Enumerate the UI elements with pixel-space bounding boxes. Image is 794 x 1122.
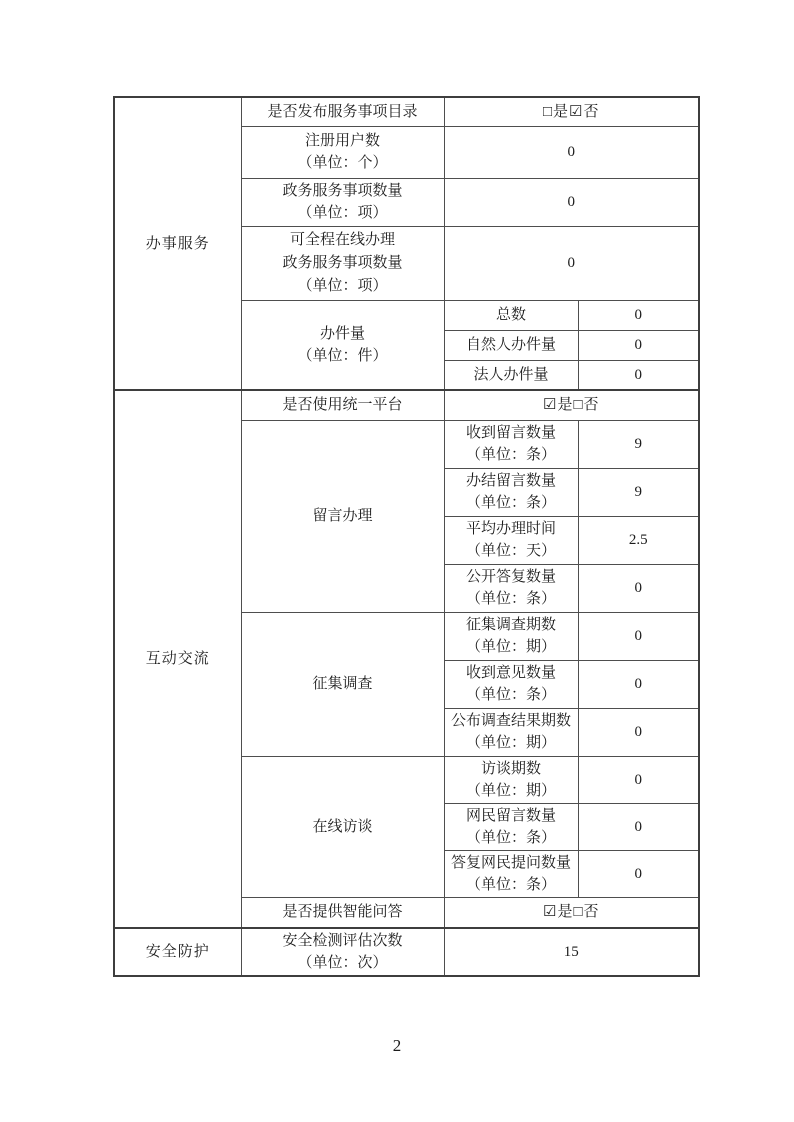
category-interaction-cell: 互动交流 [114,390,241,928]
unit-line: （单位：项） [297,205,388,221]
online-items-value-cell: 0 [444,226,699,300]
cases-legal-label-cell: 法人办件量 [444,360,578,390]
unit-line: （单位：条） [465,591,556,607]
label-line: 访谈期数 [480,760,541,777]
label-line: 征集调查期数 [465,617,556,633]
interviews-group-cell: 在线访谈 [241,756,444,897]
surveys-group-cell: 征集调查 [241,612,444,756]
unit-line: （单位：期） [465,735,556,751]
surveys-opinions-value-cell: 0 [578,660,699,708]
messages-received-label-cell [444,420,578,468]
label-line: 公开答复数量 [465,569,556,585]
unit-line: （单位：条） [465,447,556,463]
label-line: 安全检测评估次数 [282,933,403,949]
cases-group-cell [241,300,444,390]
label-line: 收到留言数量 [465,425,556,441]
unit-line: （单位：天） [465,543,556,559]
unified-platform-label-cell: 是否使用统一平台 [241,390,444,420]
catalog-value-cell: □是☑否 [444,97,699,126]
surveys-periods-value-cell: 0 [578,612,699,660]
interviews-periods-value-cell: 0 [578,756,699,803]
interviews-replies-label-cell [444,850,578,897]
cases-legal-value-cell: 0 [578,360,699,390]
service-items-value-cell: 0 [444,178,699,226]
messages-group-cell: 留言办理 [241,420,444,612]
unit-line: （单位：期） [465,639,556,655]
unit-line: （单位：期） [465,782,556,799]
messages-public-replies-value-cell: 0 [578,564,699,612]
online-items-label-cell [241,226,444,300]
unit-line: （单位：条） [465,876,556,893]
surveys-opinions-label-cell [444,660,578,708]
label-line: 办结留言数量 [465,473,556,489]
unit-line: （单位：项） [297,277,388,294]
unit-line: （单位：条） [465,829,556,846]
messages-avg-time-label-cell [444,516,578,564]
messages-completed-label-cell [444,468,578,516]
label-line: 网民留言数量 [465,807,556,824]
label-line: 平均办理时间 [465,521,556,537]
surveys-results-value-cell: 0 [578,708,699,756]
interviews-messages-value-cell: 0 [578,803,699,850]
messages-completed-value-cell: 9 [578,468,699,516]
cases-natural-value-cell: 0 [578,330,699,360]
unit-line: （单位：个） [297,155,388,171]
messages-avg-time-value-cell: 2.5 [578,516,699,564]
category-security-cell: 安全防护 [114,928,241,976]
unit-line: （单位：次） [297,955,388,971]
interviews-messages-label-cell [444,803,578,850]
cases-total-value-cell: 0 [578,300,699,330]
registered-users-value-cell: 0 [444,126,699,178]
unified-platform-value-cell: ☑是□否 [444,390,699,420]
unit-line: （单位：件） [297,347,388,364]
smart-qa-label-cell: 是否提供智能问答 [241,897,444,928]
smart-qa-value-cell: ☑是□否 [444,897,699,928]
cases-natural-label-cell: 自然人办件量 [444,330,578,360]
page-number: 2 [392,1036,402,1055]
assessments-label-cell [241,928,444,976]
category-service-cell: 办事服务 [114,97,241,390]
surveys-results-label-cell [444,708,578,756]
surveys-periods-label-cell [444,612,578,660]
cases-total-label-cell: 总数 [444,300,578,330]
messages-received-value-cell: 9 [578,420,699,468]
unit-line: （单位：条） [465,687,556,703]
label-line: 收到意见数量 [465,665,556,681]
label-line: 可全程在线办理 [289,231,395,248]
label-line: 公布调查结果期数 [450,713,571,729]
label-line: 办件量 [319,325,365,342]
unit-line: （单位：条） [465,495,556,511]
label-line: 答复网民提问数量 [450,854,571,871]
label-line: 注册用户数 [304,133,380,149]
interviews-periods-label-cell [444,756,578,803]
label-line: 政务服务事项数量 [282,254,403,271]
interviews-replies-value-cell: 0 [578,850,699,897]
report-table [113,96,700,977]
assessments-value-cell: 15 [444,928,699,976]
catalog-label-cell: 是否发布服务事项目录 [241,97,444,126]
label-line: 政务服务事项数量 [282,183,403,199]
service-items-label-cell [241,178,444,226]
messages-public-replies-label-cell [444,564,578,612]
registered-users-label-cell [241,126,444,178]
